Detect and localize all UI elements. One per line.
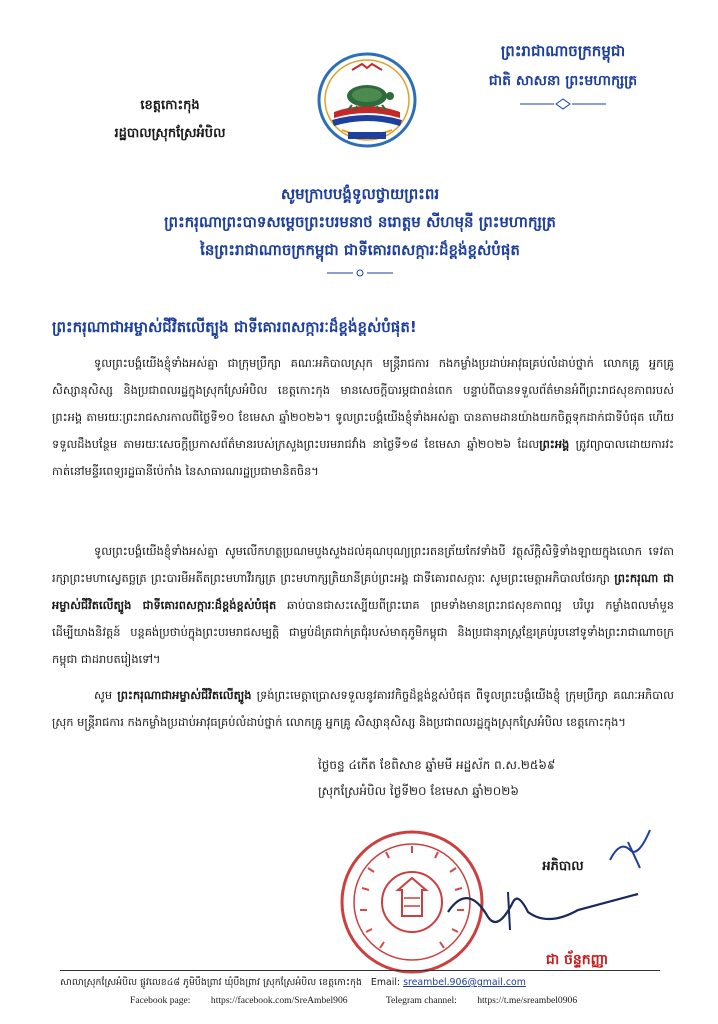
paragraph-1-end: ត្រូវព្យាបាលដោយការវះកាត់នៅមន្ទីរពេទ្យរដ្ឋធានីប៉េកាំង នៃសាធារណរដ្ឋប្រជាមានិតចិន។	[52, 437, 674, 478]
footer-telegram	[386, 995, 595, 1006]
facebook-link[interactable]: https://facebook.com/SreAmbel906	[210, 995, 348, 1006]
kingdom-name: ព្រះរាជាណាចក្រកម្ពុជា	[500, 42, 626, 60]
footer-divider	[60, 970, 660, 971]
paragraph-2-bold: ព្រះករុណា ជាអម្ចាស់ជីវិតលើត្បូង ជាទីគោរពសក្ការៈដ៏ខ្ពង់ខ្ពស់បំផុត	[52, 571, 674, 612]
paragraph-3-start: សូម	[94, 688, 118, 702]
paragraph-2-text: ទូលព្រះបង្គំយើងខ្ញុំទាំងអស់គ្នា សូមលើកហត្ថប្រណមបួងសួងដល់គុណបុណ្យព្រះរតនត្រ័យកែវទាំងបី វត្ថុស័ក្តិសិទ្ធិទាំងឡាយក្នុងលោក ទេវតារក្សាព្រះមហាស្វេតច្ឆត្រ ព្រះបារមីអតីតព្រះមហាវីរក្សត្រ ព្រះមហាក្សត្រិយានីគ្រប់ព្រះអង្គ ជាទីគោរពសក្ការៈ សូមព្រះមេត្តាអភិបាលថែរក្សា	[52, 544, 674, 585]
footer-address: សាលាស្រុកស្រែអំបិល ផ្លូវលេខ៤៨ ភូមិបឹងព្រាវ ឃុំបឹងព្រាវ ស្រុកស្រែអំបិល ខេត្តកោះកុង	[60, 977, 362, 988]
facebook-label: Facebook page:	[130, 995, 191, 1006]
paragraph-3	[52, 682, 674, 736]
signer-position: អភិបាល	[542, 859, 584, 874]
paragraph-1	[52, 350, 674, 485]
district-header	[80, 92, 260, 148]
footer-email-label: Email:	[370, 977, 401, 988]
paragraph-2	[52, 538, 674, 673]
title-line-1: សូមក្រាបបង្គំទូលថ្វាយព្រះពរ	[280, 185, 440, 203]
paragraph-2-end: ឆាប់បានជាសះស្បើយពីព្រះរោគ ព្រមទាំងមានព្រះរាជសុខភាពល្អ បរិបូរ កម្លាំងពលមាំមួន ដើម្បីយាងនិវត្តន៍ បន្តគង់ប្រថាប់ក្នុងព្រះបរមរាជសម្បត្តិ ជាម្លប់ដ៏ត្រជាក់ត្រជុំរបស់មាតុភូមិកម្ពុជា និងប្រជានុរាស្ត្រខ្មែរគ្រប់រូបនៅទូទាំងព្រះរាជាណាចក្រកម្ពុជា ជាដរាបតរៀងទៅ។	[52, 598, 674, 666]
telegram-link[interactable]: https://t.me/sreambel0906	[477, 995, 578, 1006]
title-ornament-icon	[325, 268, 395, 278]
title-line-2: ព្រះករុណាព្រះបាទសម្តេចព្រះបរមនាថ នរោត្តម សីហមុនី ព្រះមហាក្សត្រ	[164, 213, 556, 231]
lunar-date: ថ្ងៃចន្ទ ៤កើត ខែពិសាខ ឆ្នាំមមី អដ្ឋស័ក ព.ស.២៥៦៩	[318, 758, 556, 772]
district-logo-icon	[312, 50, 422, 150]
footer-address-line	[60, 975, 680, 991]
ornament-divider-icon	[518, 98, 608, 110]
footer-email-link[interactable]: sreambel.906@gmail.com	[403, 977, 526, 988]
kingdom-header	[468, 36, 658, 110]
paragraph-1-bold: ព្រះអង្គ	[539, 437, 570, 451]
pen-mark-icon	[600, 820, 660, 880]
signer-name: ជា ច័ន្ទកញ្ញា	[545, 952, 609, 968]
title-line-3: នៃព្រះរាជាណាចក្រកម្ពុជា ជាទីគោរពសក្ការៈដ៏ខ្ពង់ខ្ពស់បំផុត	[200, 241, 520, 259]
solar-date: ស្រុកស្រែអំបិល ថ្ងៃទី២០ ខែមេសា ឆ្នាំ២០២៦	[318, 784, 519, 798]
salutation: ព្រះករុណាជាអម្ចាស់ជីវិតលើត្បូង ជាទីគោរពសក្ការៈដ៏ខ្ពង់ខ្ពស់បំផុត!	[52, 318, 417, 336]
province-name: ខេត្តកោះកុង	[140, 98, 200, 113]
paragraph-3-end: ទ្រង់ព្រះមេត្តាប្រោសទទួលនូវគារវកិច្ចដ៏ខ្ពង់ខ្ពស់បំផុត ពីទូលព្រះបង្គំយើងខ្ញុំ ក្រុមប្រឹក្សា គណៈអភិបាលស្រុក មន្ត្រីរាជការ កងកម្លាំងប្រដាប់អាវុធគ្រប់លំដាប់ថ្នាក់ លោកគ្រូ អ្នកគ្រូ សិស្សានុសិស្ស និងប្រជាពលរដ្ឋក្នុងស្រុកស្រែអំបិល ខេត្តកោះកុង។	[52, 688, 674, 729]
paragraph-3-bold: ព្រះករុណាជាអម្ចាស់ជីវិតលើត្បូង	[117, 688, 252, 702]
date-block	[318, 752, 678, 804]
footer-facebook	[130, 995, 366, 1006]
title-block	[80, 180, 640, 278]
footer-social-line	[130, 993, 690, 1009]
telegram-label: Telegram channel:	[385, 995, 457, 1006]
district-admin-name: រដ្ឋបាលស្រុកស្រែអំបិល	[114, 126, 226, 141]
paragraph-1-text: ទូលព្រះបង្គំយើងខ្ញុំទាំងអស់គ្នា ជាក្រុមប្រឹក្សា គណៈអភិបាលស្រុក មន្ត្រីរាជការ កងកម្លាំងប្រដាប់អាវុធគ្រប់លំដាប់ថ្នាក់ លោកគ្រូ អ្នកគ្រូ សិស្សានុសិស្ស និងប្រជាពលរដ្ឋក្នុងស្រុកស្រែអំបិល ខេត្តកោះកុង មានសេចក្តីបារម្ភជាពន់ពេក បន្ទាប់ពីបានទទួលព័ត៌មានអំពីព្រះរាជសុខភាពរបស់ព្រះអង្គ តាមរយៈព្រះរាជសារកាលពីថ្ងៃទី១០ ខែមេសា ឆ្នាំ២០២៦។ ទូលព្រះបង្គំយើងខ្ញុំទាំងអស់គ្នា បានតាមដានយ៉ាងយកចិត្តទុកដាក់ជាទីបំផុត ហើយទទួលដឹងបន្ថែម តាមរយៈសេចក្តីប្រកាសព័ត៌មានរបស់ក្រសួងព្រះបរមរាជវាំង នាថ្ងៃទី១៨ ខែមេសា ឆ្នាំ២០២៦ ដែល	[52, 356, 674, 451]
national-motto: ជាតិ សាសនា ព្រះមហាក្សត្រ	[488, 73, 638, 89]
handwritten-signature-icon	[438, 872, 648, 942]
